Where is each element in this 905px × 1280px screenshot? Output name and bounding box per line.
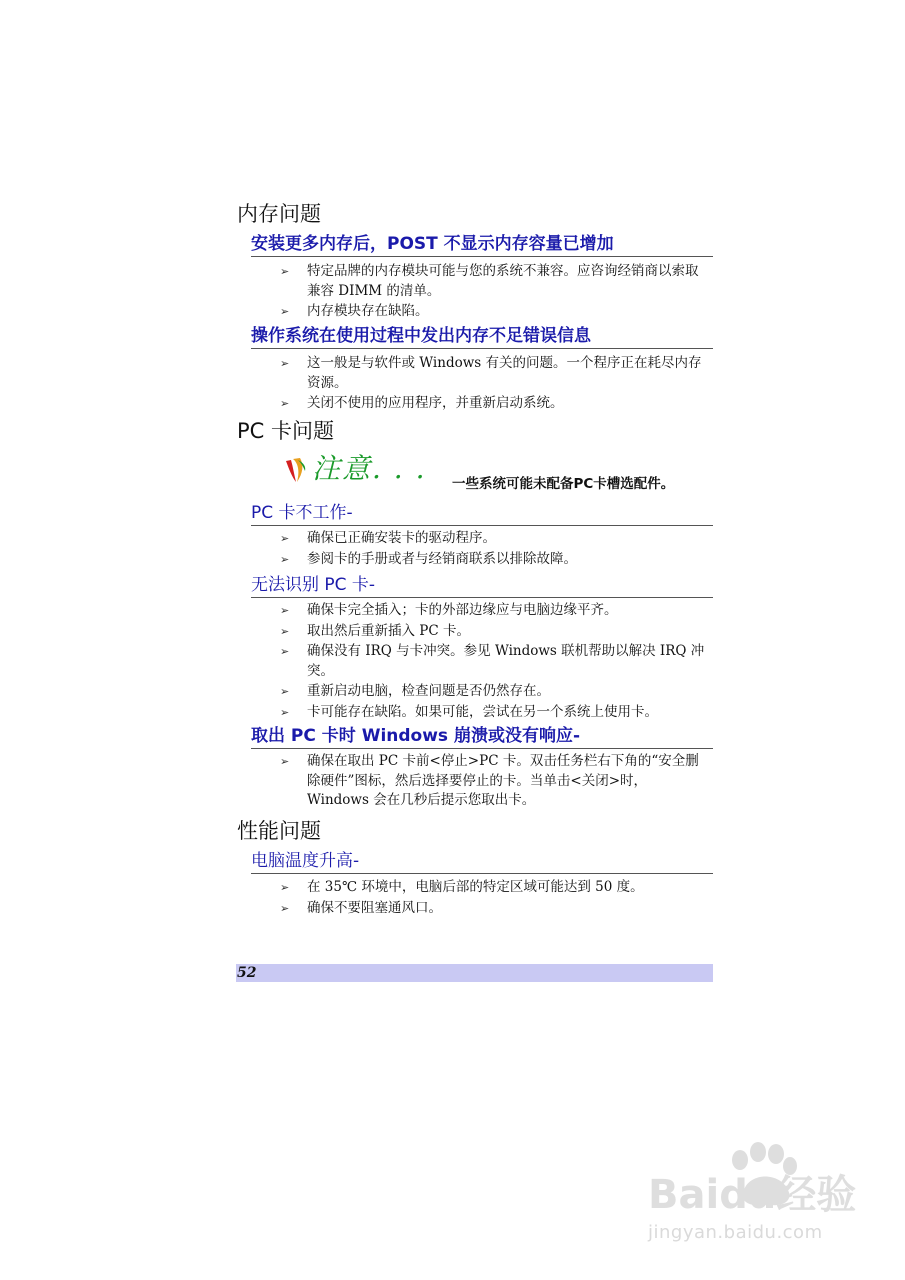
arrow-bullet-icon [280, 642, 292, 662]
note-callout [284, 452, 714, 492]
subsection-title-text: PC 卡不工作- [251, 503, 353, 523]
arrow-bullet-icon [280, 899, 292, 919]
arrow-bullet-icon [280, 878, 292, 898]
bullet-list-pccard-notworking [280, 529, 705, 570]
list-item [280, 878, 705, 898]
list-item-text: 取出然后重新插入 PC 卡。 [307, 622, 470, 639]
list-item [280, 601, 705, 621]
arrow-bullet-icon [280, 682, 292, 702]
subsection-title-pccard-unrecognized [251, 574, 713, 598]
list-item-text: 重新启动电脑，检查问题是否仍然存在。 [307, 683, 550, 699]
list-item [280, 642, 705, 681]
list-item-text: 确保卡完全插入；卡的外部边缘应与电脑边缘平齐。 [307, 602, 618, 618]
subsection-title-memory-post [251, 233, 713, 257]
page-number: 52 [237, 965, 257, 981]
bullet-list-performance-heat [280, 878, 705, 919]
subsection-title-memory-low [251, 325, 713, 349]
list-item-text: 参阅卡的手册或者与经销商联系以排除故障。 [307, 550, 577, 567]
list-item [280, 302, 705, 322]
list-item [280, 262, 705, 301]
baidu-jingyan-watermark [640, 1140, 860, 1260]
list-item-text: 确保在取出 PC 卡前<停止>PC 卡。双击任务栏右下角的“安全删除硬件”图标，然后选择要停止的卡。当单击<关闭>时，Windows 会在几秒后提示您取出卡。 [307, 753, 699, 808]
bullet-list-memory-post [280, 262, 705, 323]
baidu-paw-logo-icon [640, 1140, 860, 1220]
arrow-bullet-icon [280, 703, 292, 723]
watermark-brand: Baidu经验 [648, 1172, 857, 1218]
list-item-text: 在 35℃ 环境中，电脑后部的特定区域可能达到 50 度。 [307, 879, 644, 895]
list-item [280, 703, 705, 723]
bullet-list-pccard-crash [280, 752, 705, 812]
section-title-pccard: PC 卡问题 [237, 419, 335, 443]
list-item-text: 确保不要阻塞通风口。 [307, 899, 442, 916]
list-item [280, 682, 705, 702]
list-item-text: 关闭不使用的应用程序，并重新启动系统。 [307, 395, 564, 411]
arrow-bullet-icon [280, 394, 292, 414]
arrow-bullet-icon [280, 550, 292, 570]
section-title-memory: 内存问题 [237, 202, 321, 226]
bullet-list-pccard-unrecognized [280, 601, 705, 723]
subsection-title-text: 操作系统在使用过程中发出内存不足错误信息 [251, 326, 591, 346]
list-item-text: 特定品牌的内存模块可能与您的系统不兼容。应咨询经销商以索取兼容 DIMM 的清单。 [307, 263, 699, 299]
list-item [280, 622, 705, 642]
watermark-url: jingyan.baidu.com [648, 1222, 823, 1243]
subsection-title-text: 电脑温度升高- [251, 851, 360, 871]
list-item-text: 卡可能存在缺陷。如果可能，尝试在另一个系统上使用卡。 [307, 703, 658, 720]
arrow-bullet-icon [280, 354, 292, 374]
arrow-bullet-icon [280, 601, 292, 621]
subsection-title-pccard-crash [251, 725, 713, 749]
subsection-title-pccard-notworking [251, 502, 713, 526]
list-item-text: 这一般是与软件或 Windows 有关的问题。一个程序正在耗尽内存资源。 [307, 355, 702, 391]
arrow-bullet-icon [280, 622, 292, 642]
list-item-text: 确保没有 IRQ 与卡冲突。参见 Windows 联机帮助以解决 IRQ 冲突。 [307, 643, 705, 679]
subsection-title-text: 取出 PC 卡时 Windows 崩溃或没有响应- [251, 726, 581, 746]
list-item-text: 内存模块存在缺陷。 [307, 303, 429, 319]
list-item-text: 确保已正确安装卡的驱动程序。 [307, 530, 496, 546]
list-item [280, 550, 705, 570]
section-title-performance: 性能问题 [237, 819, 321, 843]
arrow-bullet-icon [280, 752, 292, 772]
subsection-title-performance-heat [251, 850, 713, 874]
note-text: 一些系统可能未配备PC卡槽选配件。 [452, 476, 675, 492]
list-item [280, 354, 705, 393]
list-item [280, 394, 705, 414]
subsection-title-text: 安装更多内存后，POST 不显示内存容量已增加 [251, 234, 614, 254]
list-item [280, 752, 705, 811]
list-item [280, 529, 705, 549]
arrow-bullet-icon [280, 302, 292, 322]
arrow-bullet-icon [280, 262, 292, 282]
arrow-bullet-icon [280, 529, 292, 549]
note-leaf-icon [284, 457, 306, 483]
page-footer-band [236, 964, 713, 982]
note-label: 注意. . . [312, 452, 427, 485]
bullet-list-memory-low [280, 354, 705, 415]
list-item [280, 899, 705, 919]
subsection-title-text: 无法识别 PC 卡- [251, 575, 376, 595]
